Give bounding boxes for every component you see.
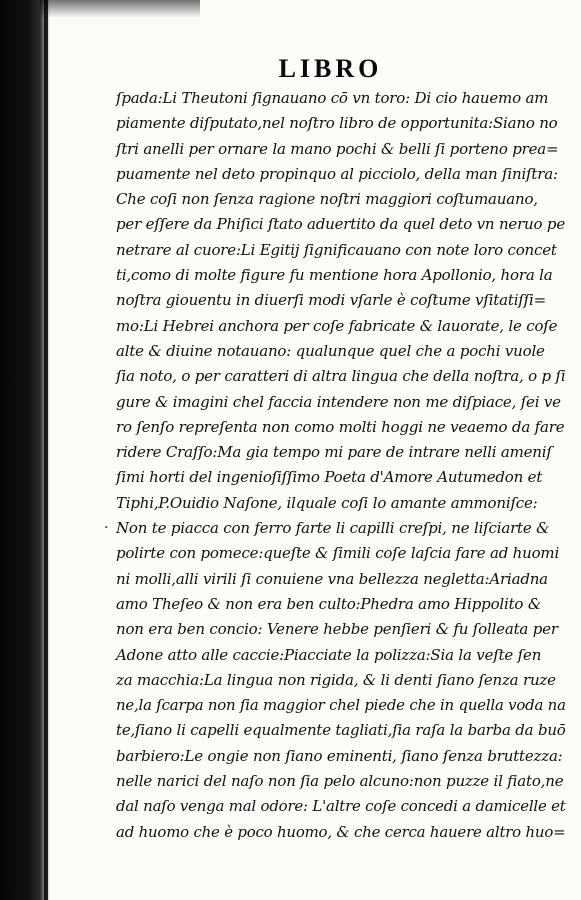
text-line: ni molli,alli virili ſi conuiene vna bellezza negletta:Ariadna — [116, 569, 548, 588]
text-line: Adone atto alle caccie:Piacciate la polizza:Sia la veſte ſen — [116, 645, 542, 664]
text-line: Non te piacca con ferro farte li capilli creſpi, ne liſciarte & — [116, 519, 550, 538]
scan-smudge — [40, 0, 200, 18]
text-line: gure & imagini chel faccia intendere non me diſpiace, ſei ve — [116, 392, 561, 411]
book-spine-shadow — [0, 0, 50, 900]
text-line: ſimi horti del ingenioſiſſimo Poeta d'Amore Autumedon et — [116, 468, 543, 487]
text-line: ne,la ſcarpa non ſia maggior chel piede che in quella voda na — [116, 696, 566, 715]
text-line: ſpada:Li Theutoni ſignauano cō vn toro: Di cio hauemo am — [116, 89, 549, 107]
text-line: alte & diuine notauano: qualunque quel che a pochi vuole — [116, 341, 545, 360]
text-line: ro ſenſo repreſenta non como molti hoggi ne veaemo da fare — [116, 417, 565, 436]
text-body — [116, 86, 566, 845]
text-line: ti,como di molte figure fu mentione hora Apollonio, hora la — [116, 266, 553, 285]
text-line: ſia noto, o per caratteri di altra lingua che della noſtra, o p ſi — [116, 367, 566, 386]
text-line: Che coſi non ſenza ragione noſtri maggiori coſtumauano, — [116, 190, 538, 209]
text-line: puamente nel deto propinquo al picciolo, della man ſiniſtra: — [116, 164, 558, 183]
text-line: amo Theſeo & non era ben culto:Phedra amo Hippolito & — [116, 594, 541, 613]
text-line: nelle narici del naſo non ſia pelo alcuno:non puzze il fiato,ne — [116, 772, 564, 791]
text-line: mo:Li Hebrei anchora per coſe fabricate & lauorate, le coſe — [116, 316, 558, 335]
text-line: piamente diſputato,nel noſtro libro de opportunita:Siano no — [116, 114, 558, 133]
text-line: barbiero:Le ongie non ſiano eminenti, ſiano ſenza bruttezza: — [116, 746, 563, 765]
text-line: ſtri anelli per ornare la mano pochi & belli ſi porteno prea= — [116, 139, 559, 158]
text-line: za macchia:La lingua non rigida, & li denti ſiano ſenza ruze — [116, 670, 556, 689]
text-line: polirte con pomece:queſte & ſimili coſe laſcia fare ad huomi — [116, 544, 560, 563]
page-edge — [44, 0, 48, 900]
text-line: noſtra giouentu in diuerſi modi vſarle è coſtume vſitatiſſi= — [116, 291, 546, 310]
text-line: netrare al cuore:Li Egitij ſignificauano con note loro concet — [116, 240, 557, 259]
text-line: per eſſere da Phiſici ſtato aduertito da quel deto vn neruo pe — [116, 215, 565, 234]
text-line: te,ſiano li capelli equalmente tagliati,ſia raſa la barba da buō — [116, 721, 566, 740]
text-line: ad huomo che è poco huomo, & che cerca hauere altro huo= — [116, 822, 566, 841]
running-header: LIBRO — [278, 54, 383, 83]
text-line: Tiphi,P.Ouidio Naſone, ilquale coſi lo amante ammoniſce: — [116, 493, 538, 512]
margin-mark: · — [104, 520, 109, 536]
text-line: ridere Craſſo:Ma gia tempo mi pare de intrare nelli ameniſ — [116, 443, 552, 462]
text-line: non era ben concio: Venere hebbe penſieri & fu ſolleata per — [116, 620, 558, 639]
text-line: dal naſo venga mal odore: L'altre coſe concedi a damicelle et — [116, 797, 566, 816]
